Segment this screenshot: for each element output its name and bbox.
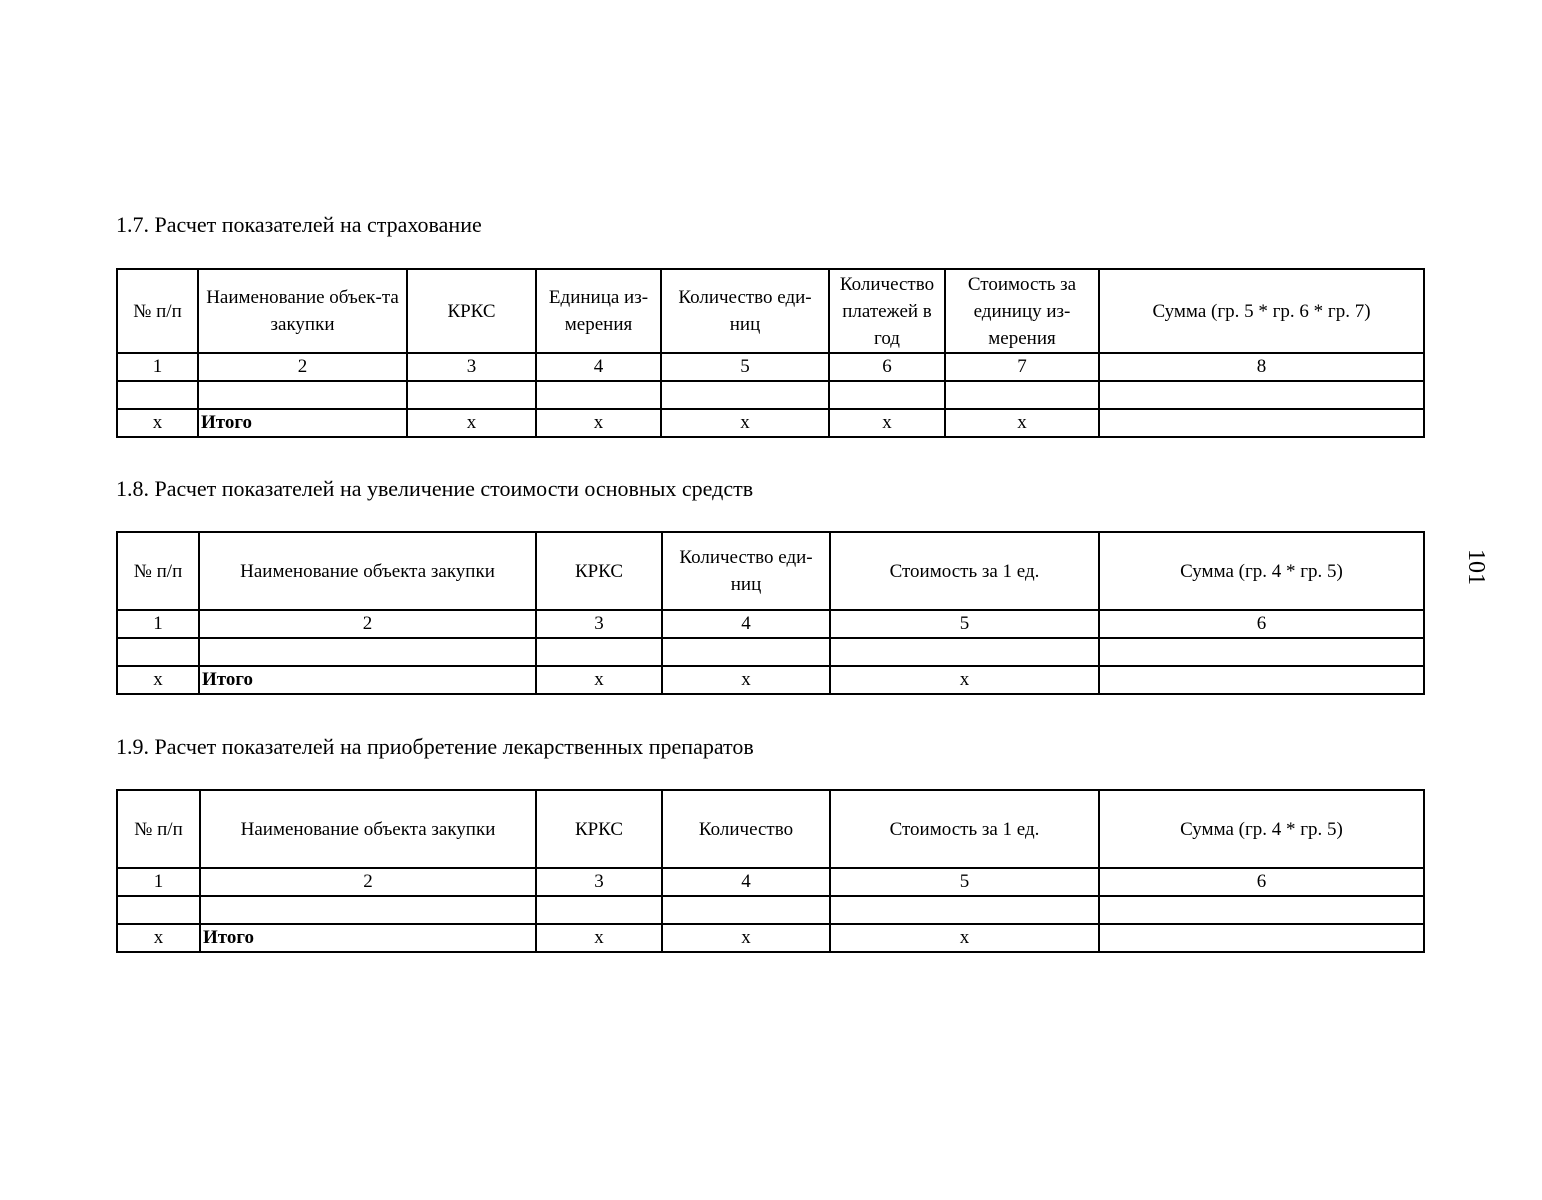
section-title-insurance: 1.7. Расчет показателей на страхование	[116, 212, 482, 237]
empty-cell	[829, 381, 945, 409]
header-cell: Наименование объекта закупки	[200, 790, 536, 868]
empty-cell	[199, 638, 536, 666]
column-number-cell: 1	[117, 868, 200, 896]
total-cell: х	[830, 666, 1099, 694]
header-cell: Сумма (гр. 5 * гр. 6 * гр. 7)	[1099, 269, 1424, 353]
empty-cell	[117, 896, 200, 924]
empty-data-row	[117, 381, 1424, 409]
empty-cell	[117, 638, 199, 666]
header-cell: КРКС	[407, 269, 536, 353]
empty-cell	[945, 381, 1099, 409]
column-number-cell: 8	[1099, 353, 1424, 381]
section-title-fixed-assets: 1.8. Расчет показателей на увеличение стоимости основных средств	[116, 476, 754, 501]
header-cell: Количество	[662, 790, 830, 868]
header-cell: Наименование объекта закупки	[199, 532, 536, 610]
total-cell: х	[662, 924, 830, 952]
header-cell: Стоимость за 1 ед.	[830, 790, 1099, 868]
empty-cell	[661, 381, 829, 409]
total-cell: х	[661, 409, 829, 437]
header-cell: Количество платежей в год	[829, 269, 945, 353]
header-cell: № п/п	[117, 790, 200, 868]
header-cell: Единица из-мерения	[536, 269, 661, 353]
column-number-cell: 5	[830, 868, 1099, 896]
total-cell: х	[945, 409, 1099, 437]
total-row	[117, 409, 1424, 437]
column-number-cell: 6	[829, 353, 945, 381]
total-sum-cell	[1099, 924, 1424, 952]
total-sum-cell	[1099, 666, 1424, 694]
column-number-row	[117, 353, 1424, 381]
section-title-medicines: 1.9. Расчет показателей на приобретение лекарственных препаратов	[116, 734, 754, 759]
total-cell: х	[830, 924, 1099, 952]
column-number-cell: 4	[536, 353, 661, 381]
empty-cell	[407, 381, 536, 409]
header-cell: № п/п	[117, 269, 198, 353]
total-label: Итого	[199, 666, 536, 694]
total-cell: х	[829, 409, 945, 437]
empty-cell	[1099, 638, 1424, 666]
column-number-cell: 3	[407, 353, 536, 381]
empty-cell	[830, 896, 1099, 924]
empty-cell	[536, 638, 662, 666]
table-header-row	[117, 269, 1424, 353]
header-cell: Количество еди-ниц	[662, 532, 830, 610]
column-number-row	[117, 610, 1424, 638]
table-header-row	[117, 790, 1424, 868]
column-number-cell: 6	[1099, 610, 1424, 638]
empty-cell	[662, 896, 830, 924]
total-cell: х	[117, 409, 198, 437]
total-label: Итого	[200, 924, 536, 952]
total-cell: х	[536, 409, 661, 437]
column-number-cell: 2	[199, 610, 536, 638]
header-cell: Наименование объек-та закупки	[198, 269, 407, 353]
empty-cell	[662, 638, 830, 666]
column-number-cell: 3	[536, 868, 662, 896]
total-cell: х	[662, 666, 830, 694]
column-number-cell: 4	[662, 868, 830, 896]
table-fixed-assets	[116, 531, 1425, 695]
empty-cell	[1099, 381, 1424, 409]
column-number-cell: 3	[536, 610, 662, 638]
header-cell: Сумма (гр. 4 * гр. 5)	[1099, 790, 1424, 868]
empty-cell	[830, 638, 1099, 666]
header-cell: Количество еди-ниц	[661, 269, 829, 353]
total-row	[117, 924, 1424, 952]
empty-cell	[198, 381, 407, 409]
empty-cell	[536, 896, 662, 924]
column-number-cell: 1	[117, 353, 198, 381]
column-number-cell: 5	[830, 610, 1099, 638]
empty-data-row	[117, 638, 1424, 666]
total-cell: х	[117, 924, 200, 952]
header-cell: Сумма (гр. 4 * гр. 5)	[1099, 532, 1424, 610]
total-cell: х	[536, 666, 662, 694]
table-medicines	[116, 789, 1425, 953]
empty-cell	[536, 381, 661, 409]
column-number-cell: 2	[198, 353, 407, 381]
header-cell: Стоимость за 1 ед.	[830, 532, 1099, 610]
table-insurance	[116, 268, 1425, 438]
empty-cell	[200, 896, 536, 924]
column-number-cell: 6	[1099, 868, 1424, 896]
empty-cell	[1099, 896, 1424, 924]
column-number-cell: 7	[945, 353, 1099, 381]
total-label: Итого	[198, 409, 407, 437]
total-sum-cell	[1099, 409, 1424, 437]
column-number-cell: 2	[200, 868, 536, 896]
header-cell: Стоимость за единицу из-мерения	[945, 269, 1099, 353]
total-cell: х	[407, 409, 536, 437]
table-header-row	[117, 532, 1424, 610]
column-number-cell: 4	[662, 610, 830, 638]
empty-cell	[117, 381, 198, 409]
total-cell: х	[536, 924, 662, 952]
column-number-cell: 1	[117, 610, 199, 638]
total-row	[117, 666, 1424, 694]
page-number: 101	[1463, 549, 1489, 585]
header-cell: № п/п	[117, 532, 199, 610]
header-cell: КРКС	[536, 532, 662, 610]
column-number-cell: 5	[661, 353, 829, 381]
total-cell: х	[117, 666, 199, 694]
empty-data-row	[117, 896, 1424, 924]
column-number-row	[117, 868, 1424, 896]
header-cell: КРКС	[536, 790, 662, 868]
